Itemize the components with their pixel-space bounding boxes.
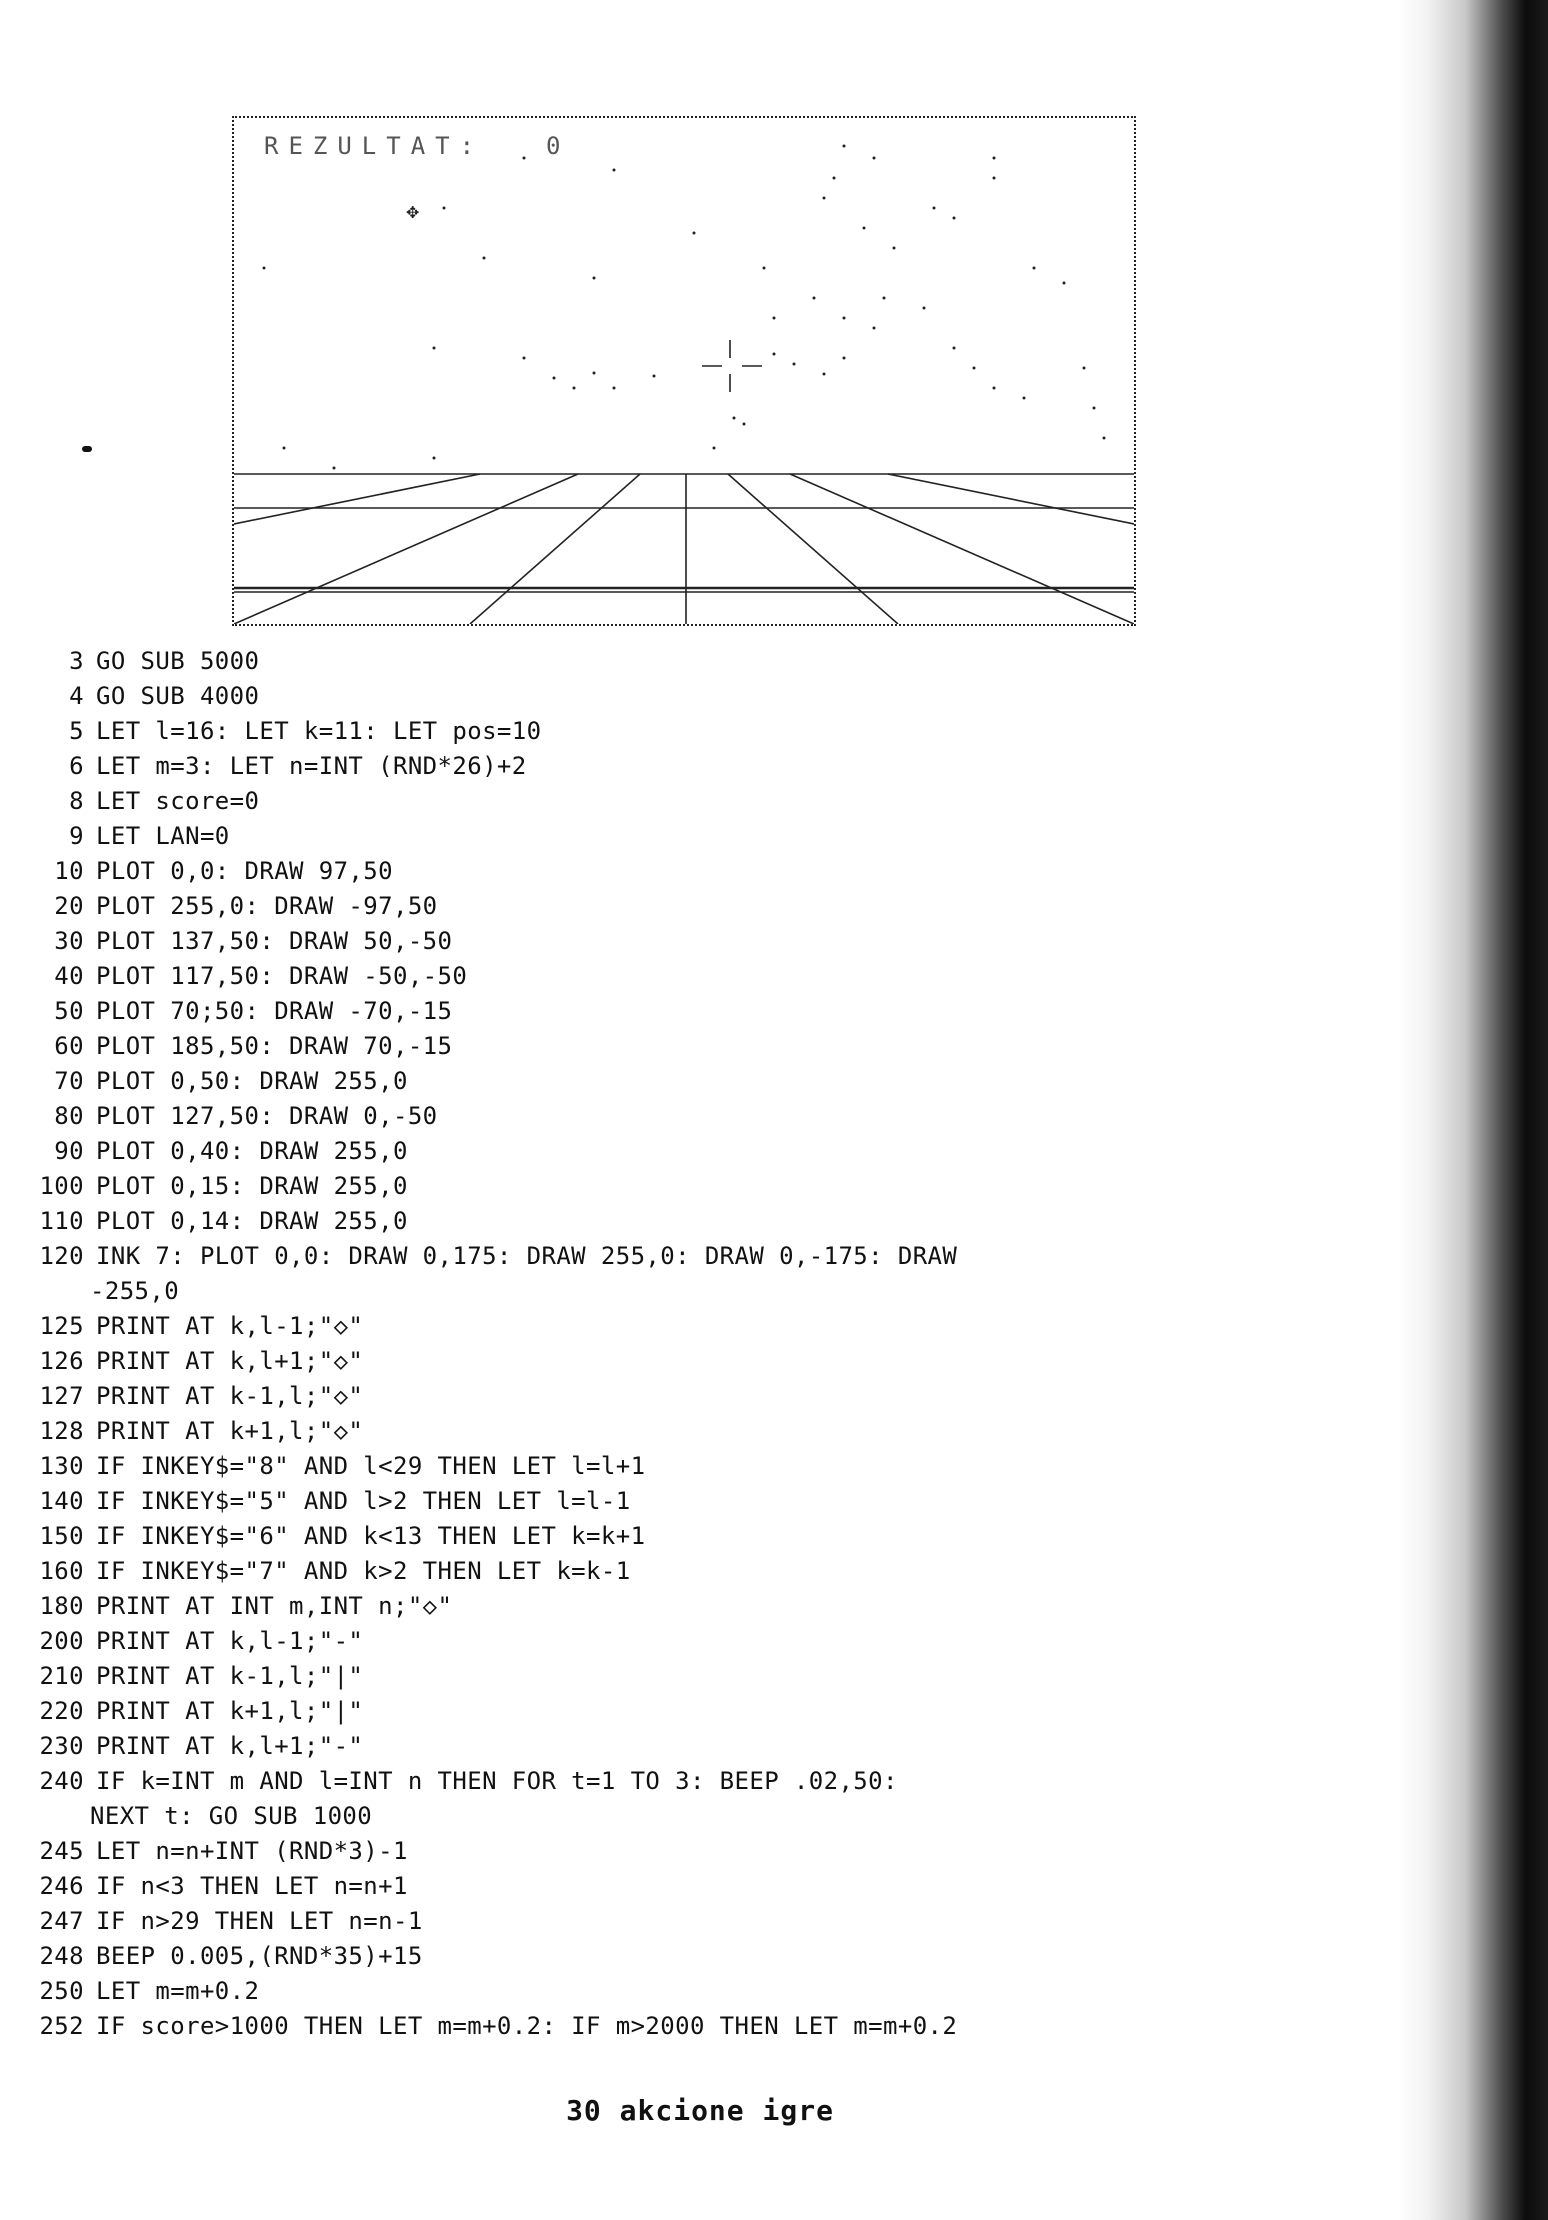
star-dot <box>883 297 886 300</box>
line-statement: LET l=16: LET k=11: LET pos=10 <box>96 717 542 745</box>
code-line <box>22 854 1322 889</box>
star-dot <box>1083 367 1086 370</box>
code-line-continuation <box>22 1799 1322 1834</box>
star-dot <box>1103 437 1106 440</box>
code-line <box>22 679 1322 714</box>
star-dot <box>843 357 846 360</box>
line-number: 90 <box>54 1137 84 1165</box>
line-number: 130 <box>39 1452 84 1480</box>
star-dot <box>893 247 896 250</box>
line-statement: PLOT 70;50: DRAW -70,-15 <box>96 997 453 1025</box>
code-line <box>22 1309 1322 1344</box>
star-dot <box>693 232 696 235</box>
line-number: 110 <box>39 1207 84 1235</box>
star-dot <box>573 387 576 390</box>
code-line <box>22 644 1322 679</box>
line-number: 126 <box>39 1347 84 1375</box>
star-dot <box>993 157 996 160</box>
line-statement: IF INKEY$="7" AND k>2 THEN LET k=k-1 <box>96 1557 631 1585</box>
star-dot <box>743 423 746 426</box>
line-number: 160 <box>39 1557 84 1585</box>
line-statement: PRINT AT k-1,l;"◇" <box>96 1382 364 1410</box>
code-line <box>22 1764 1322 1799</box>
line-statement: LET m=3: LET n=INT (RND*26)+2 <box>96 752 527 780</box>
star-dot <box>713 447 716 450</box>
code-line <box>22 889 1322 924</box>
line-statement: PLOT 0,14: DRAW 255,0 <box>96 1207 408 1235</box>
line-statement: GO SUB 5000 <box>96 647 260 675</box>
line-statement: INK 7: PLOT 0,0: DRAW 0,175: DRAW 255,0: DRAW 0,-175: DRAW <box>96 1242 958 1270</box>
star-dot <box>1093 407 1096 410</box>
perspective-line <box>728 474 898 624</box>
line-number: 247 <box>39 1907 84 1935</box>
line-statement: PLOT 0,0: DRAW 97,50 <box>96 857 393 885</box>
line-continuation: -255,0 <box>90 1277 180 1305</box>
code-line <box>22 1379 1322 1414</box>
game-screenshot <box>232 116 1136 626</box>
line-number: 150 <box>39 1522 84 1550</box>
code-line <box>22 1834 1322 1869</box>
line-statement: PRINT AT k-1,l;"|" <box>96 1662 364 1690</box>
page-footer: 30 akcione igre <box>566 2094 834 2127</box>
star-dot <box>433 347 436 350</box>
line-number: 30 <box>54 927 84 955</box>
code-line <box>22 1939 1322 1974</box>
line-number: 3 <box>69 647 84 675</box>
code-line <box>22 1659 1322 1694</box>
star-dot <box>823 373 826 376</box>
basic-program-listing <box>22 644 1322 2044</box>
line-statement: PLOT 185,50: DRAW 70,-15 <box>96 1032 453 1060</box>
perspective-line <box>470 474 640 624</box>
star-dot <box>483 257 486 260</box>
line-statement: PLOT 127,50: DRAW 0,-50 <box>96 1102 438 1130</box>
line-statement: PLOT 137,50: DRAW 50,-50 <box>96 927 453 955</box>
line-statement: IF score>1000 THEN LET m=m+0.2: IF m>2000 THEN LET m=m+0.2 <box>96 2012 958 2040</box>
line-statement: IF INKEY$="5" AND l>2 THEN LET l=l-1 <box>96 1487 631 1515</box>
line-number: 252 <box>39 2012 84 2040</box>
code-line <box>22 1729 1322 1764</box>
line-number: 220 <box>39 1697 84 1725</box>
line-number: 8 <box>69 787 84 815</box>
line-number: 127 <box>39 1382 84 1410</box>
line-statement: PLOT 255,0: DRAW -97,50 <box>96 892 438 920</box>
line-statement: PLOT 0,15: DRAW 255,0 <box>96 1172 408 1200</box>
star-dot <box>923 307 926 310</box>
star-dot <box>843 145 846 148</box>
line-statement: IF k=INT m AND l=INT n THEN FOR t=1 TO 3: BEEP .02,50: <box>96 1767 898 1795</box>
code-line <box>22 1694 1322 1729</box>
code-line <box>22 1099 1322 1134</box>
star-dot <box>593 277 596 280</box>
score-value: 0 <box>546 132 561 160</box>
target-sprite: ✥ <box>406 203 420 222</box>
star-dot <box>953 217 956 220</box>
code-line <box>22 1589 1322 1624</box>
line-statement: BEEP 0.005,(RND*35)+15 <box>96 1942 423 1970</box>
line-statement: IF n<3 THEN LET n=n+1 <box>96 1872 408 1900</box>
code-line <box>22 1064 1322 1099</box>
star-dot <box>843 317 846 320</box>
line-number: 20 <box>54 892 84 920</box>
line-statement: PLOT 0,50: DRAW 255,0 <box>96 1067 408 1095</box>
code-line <box>22 1624 1322 1659</box>
star-dot <box>443 207 446 210</box>
line-statement: PRINT AT INT m,INT n;"◇" <box>96 1592 453 1620</box>
star-dot <box>653 375 656 378</box>
code-line <box>22 1239 1322 1274</box>
code-line <box>22 1029 1322 1064</box>
line-number: 240 <box>39 1767 84 1795</box>
star-dot <box>523 357 526 360</box>
line-statement: IF INKEY$="8" AND l<29 THEN LET l=l+1 <box>96 1452 646 1480</box>
line-statement: PRINT AT k,l+1;"-" <box>96 1732 364 1760</box>
star-dot <box>733 417 736 420</box>
code-line <box>22 1904 1322 1939</box>
line-number: 250 <box>39 1977 84 2005</box>
code-line <box>22 1169 1322 1204</box>
line-number: 70 <box>54 1067 84 1095</box>
code-line <box>22 714 1322 749</box>
line-number: 210 <box>39 1662 84 1690</box>
star-dot <box>773 353 776 356</box>
line-statement: PRINT AT k,l-1;"-" <box>96 1627 364 1655</box>
code-line <box>22 819 1322 854</box>
code-line <box>22 749 1322 784</box>
line-statement: IF n>29 THEN LET n=n-1 <box>96 1907 423 1935</box>
perspective-line <box>234 474 578 624</box>
line-number: 230 <box>39 1732 84 1760</box>
code-line <box>22 1554 1322 1589</box>
line-number: 140 <box>39 1487 84 1515</box>
star-dot <box>823 197 826 200</box>
line-statement: GO SUB 4000 <box>96 682 260 710</box>
line-number: 9 <box>69 822 84 850</box>
line-statement: PRINT AT k,l-1;"◇" <box>96 1312 364 1340</box>
line-statement: PRINT AT k+1,l;"◇" <box>96 1417 364 1445</box>
star-dot <box>873 327 876 330</box>
star-dot <box>993 387 996 390</box>
star-dot <box>263 267 266 270</box>
code-line <box>22 2009 1322 2044</box>
code-line <box>22 1344 1322 1379</box>
code-line <box>22 1869 1322 1904</box>
star-dot <box>993 177 996 180</box>
star-dot <box>933 207 936 210</box>
star-dot <box>613 387 616 390</box>
line-number: 125 <box>39 1312 84 1340</box>
line-statement: LET n=n+INT (RND*3)-1 <box>96 1837 408 1865</box>
perspective-line <box>888 474 1134 524</box>
code-line <box>22 1134 1322 1169</box>
star-dot <box>593 372 596 375</box>
line-statement: PRINT AT k+1,l;"|" <box>96 1697 364 1725</box>
line-number: 4 <box>69 682 84 710</box>
code-line <box>22 1484 1322 1519</box>
line-number: 10 <box>54 857 84 885</box>
star-dot <box>283 447 286 450</box>
line-statement: IF INKEY$="6" AND k<13 THEN LET k=k+1 <box>96 1522 646 1550</box>
star-dot <box>833 177 836 180</box>
line-number: 50 <box>54 997 84 1025</box>
star-dot <box>1063 282 1066 285</box>
code-line <box>22 1519 1322 1554</box>
star-dot <box>613 169 616 172</box>
code-line <box>22 1449 1322 1484</box>
line-number: 128 <box>39 1417 84 1445</box>
star-dot <box>863 227 866 230</box>
line-statement: LET m=m+0.2 <box>96 1977 260 2005</box>
star-dot <box>523 157 526 160</box>
star-dot <box>433 457 436 460</box>
line-number: 80 <box>54 1102 84 1130</box>
line-number: 248 <box>39 1942 84 1970</box>
star-dot <box>333 467 336 470</box>
code-line-continuation <box>22 1274 1322 1309</box>
line-number: 6 <box>69 752 84 780</box>
code-line <box>22 924 1322 959</box>
book-binding-shadow <box>1398 0 1548 2220</box>
score-label: REZULTAT: <box>264 132 485 160</box>
code-line <box>22 1414 1322 1449</box>
star-dot <box>953 347 956 350</box>
star-dot <box>973 367 976 370</box>
line-statement: PLOT 117,50: DRAW -50,-50 <box>96 962 468 990</box>
star-dot <box>1023 397 1026 400</box>
code-line <box>22 784 1322 819</box>
scan-speck <box>82 446 92 452</box>
line-number: 5 <box>69 717 84 745</box>
line-statement: LET LAN=0 <box>96 822 230 850</box>
code-line <box>22 959 1322 994</box>
star-dot <box>793 363 796 366</box>
code-line <box>22 1204 1322 1239</box>
star-dot <box>553 377 556 380</box>
star-dot <box>763 267 766 270</box>
line-statement: LET score=0 <box>96 787 260 815</box>
line-statement: PLOT 0,40: DRAW 255,0 <box>96 1137 408 1165</box>
star-dot <box>813 297 816 300</box>
game-scene <box>234 118 1134 624</box>
star-dot <box>1033 267 1036 270</box>
star-dot <box>773 317 776 320</box>
line-continuation: NEXT t: GO SUB 1000 <box>90 1802 373 1830</box>
perspective-line <box>790 474 1134 624</box>
line-number: 246 <box>39 1872 84 1900</box>
line-number: 40 <box>54 962 84 990</box>
line-number: 120 <box>39 1242 84 1270</box>
star-dot <box>873 157 876 160</box>
code-line <box>22 1974 1322 2009</box>
line-number: 200 <box>39 1627 84 1655</box>
code-line <box>22 994 1322 1029</box>
line-statement: PRINT AT k,l+1;"◇" <box>96 1347 364 1375</box>
line-number: 100 <box>39 1172 84 1200</box>
perspective-line <box>234 474 480 524</box>
line-number: 180 <box>39 1592 84 1620</box>
line-number: 60 <box>54 1032 84 1060</box>
line-number: 245 <box>39 1837 84 1865</box>
